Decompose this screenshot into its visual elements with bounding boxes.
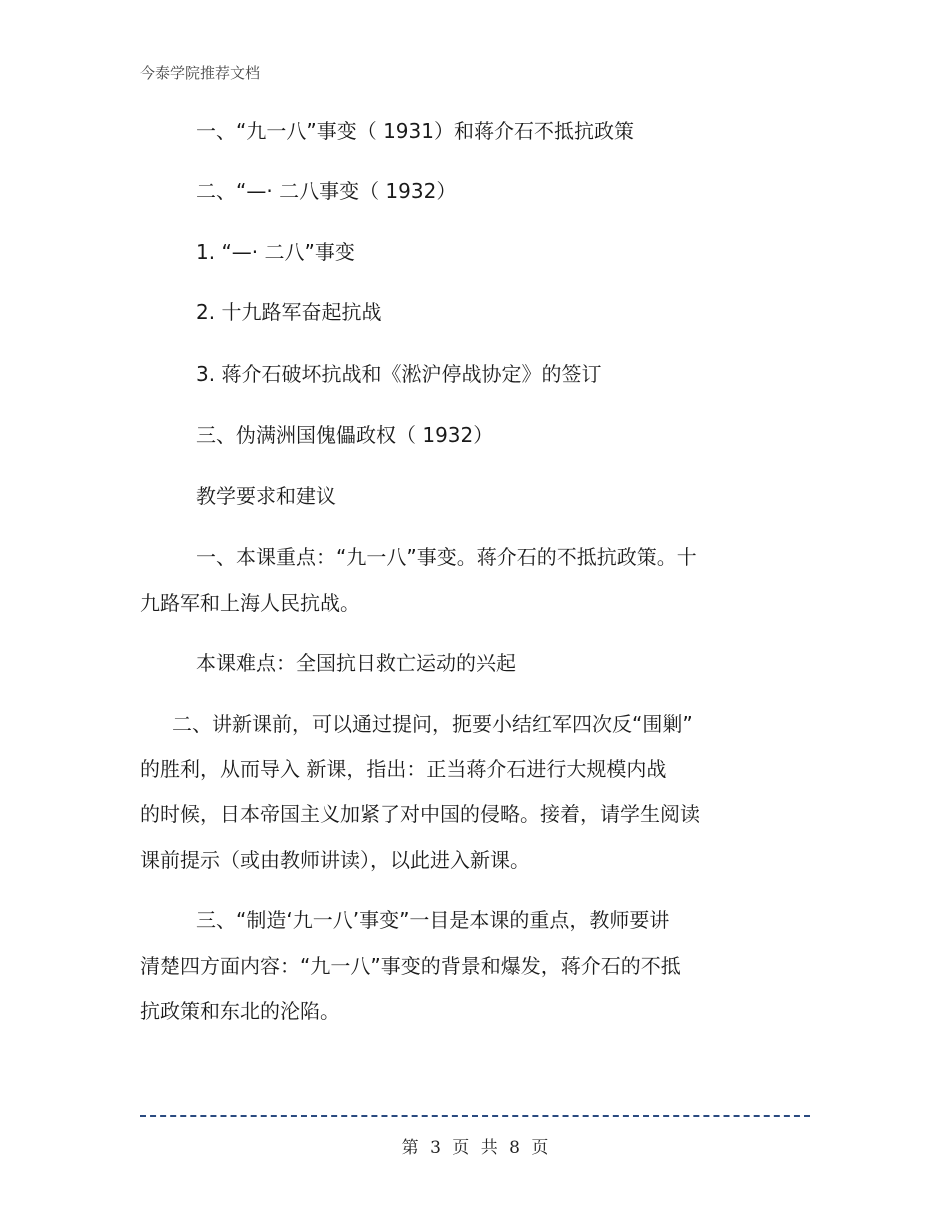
page-number: 第 3 页 共 8 页 [401,1138,549,1158]
outline-item-3: 三、伪满洲国傀儡政权（ 1932） [196,423,494,447]
outline-item-2: 二、“—· 二八事变（ 1932） [196,179,457,203]
outline-subitem-1: 1. “—· 二八”事变 [196,240,355,264]
paragraph-line: 抗政策和东北的沦陷。 [140,999,340,1023]
paragraph-line: 一、本课重点：“九一八”事变。蒋介石的不抵抗政策。十 [196,545,697,569]
paragraph-line: 二、讲新课前，可以通过提问，扼要小结红军四次反“围剿” [172,712,693,736]
outline-item-1: 一、“九一八”事变（ 1931）和蒋介石不抵抗政策 [196,119,634,143]
paragraph-line: 三、“制造‘九一八’事变”一目是本课的重点，教师要讲 [196,908,670,932]
paragraph-line: 九路军和上海人民抗战。 [140,591,360,615]
paragraph-line: 课前提示（或由教师讲读），以此进入新课。 [140,848,530,872]
paragraph-line: 的胜利，从而导入 新课，指出：正当蒋介石进行大规模内战 [140,757,667,781]
outline-subitem-3: 3. 蒋介石破坏抗战和《淞沪停战协定》的签订 [196,362,602,386]
paragraph-line: 清楚四方面内容：“九一八”事变的背景和爆发，蒋介石的不抵 [140,954,681,978]
section-heading: 教学要求和建议 [196,484,336,508]
header-label: 今泰学院推荐文档 [140,64,261,82]
outline-subitem-2: 2. 十九路军奋起抗战 [196,300,382,324]
paragraph-line: 本课难点：全国抗日救亡运动的兴起 [196,651,516,675]
paragraph-line: 的时候，日本帝国主义加紧了对中国的侵略。接着，请学生阅读 [140,802,700,826]
footer-divider [140,1115,810,1117]
